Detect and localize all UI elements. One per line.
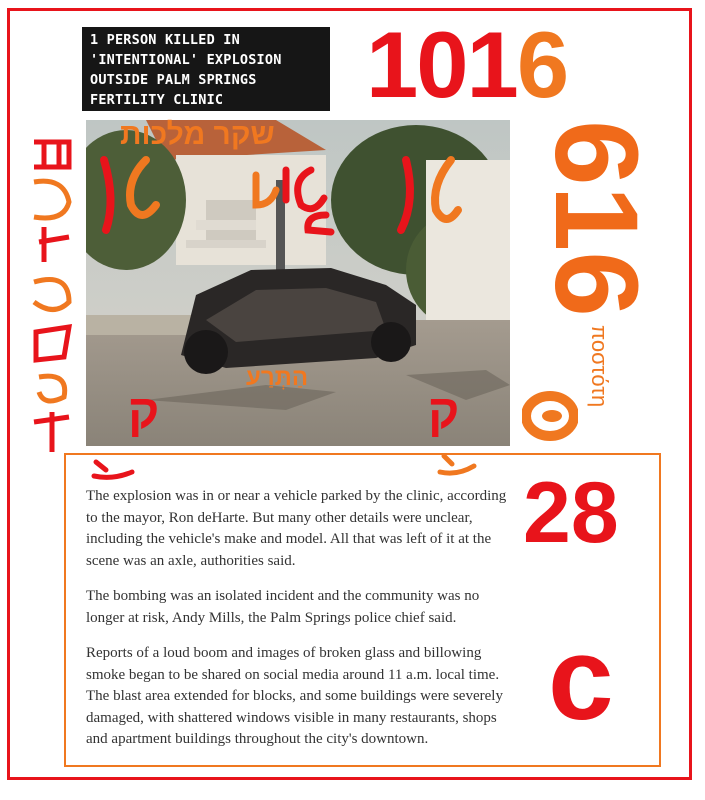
article-body (86, 486, 514, 765)
qof-right: ק (428, 386, 460, 439)
qof-left: ק (128, 386, 160, 439)
lamed-mark-left (88, 458, 138, 482)
greek-word-rotated: ποστότη (587, 325, 612, 408)
number-28: 28 (523, 465, 619, 561)
number-101: 101 (366, 12, 517, 117)
letter-c: c (548, 613, 614, 745)
headline-line: OUTSIDE PALM SPRINGS (90, 72, 257, 88)
number-6: 6 (516, 12, 568, 117)
article-paragraph: Reports of a loud boom and images of broken glass and billowing smoke began to be shared on social media around 11 a.m. local time. The blast area extended for blocks, and some buildings were severely damaged, with shattered windows visible in many restaurants, shops and apartment buildings throughout the city's downtown. (86, 645, 503, 747)
headline-line: FERTILITY CLINIC (90, 92, 224, 108)
hebrew-overlay-bottom: הַתְּרַע (246, 364, 309, 391)
hebrew-overlay-top: שקר מלכות (120, 118, 275, 151)
headline-line: 1 PERSON KILLED IN (90, 32, 240, 48)
orange-o-shape (522, 390, 578, 442)
number-1016 (366, 12, 568, 117)
article-paragraph: The bombing was an isolated incident and the community was no longer at risk, Andy Mills, the Palm Springs police chief said. (86, 588, 480, 626)
lamed-mark-right (432, 452, 482, 478)
article-paragraph: The explosion was in or near a vehicle parked by the clinic, according to the mayor, Ron deHarte. But many other details were unclear, including the vehicle's make and model. All that was left of it at the scene was an axle, authorities said. (86, 488, 507, 569)
number-616-rotated: 616 (530, 120, 662, 317)
headline-line: 'INTENTIONAL' EXPLOSION (90, 52, 282, 68)
side-scrawl-decoration (14, 132, 84, 462)
news-headline-banner (82, 27, 330, 111)
